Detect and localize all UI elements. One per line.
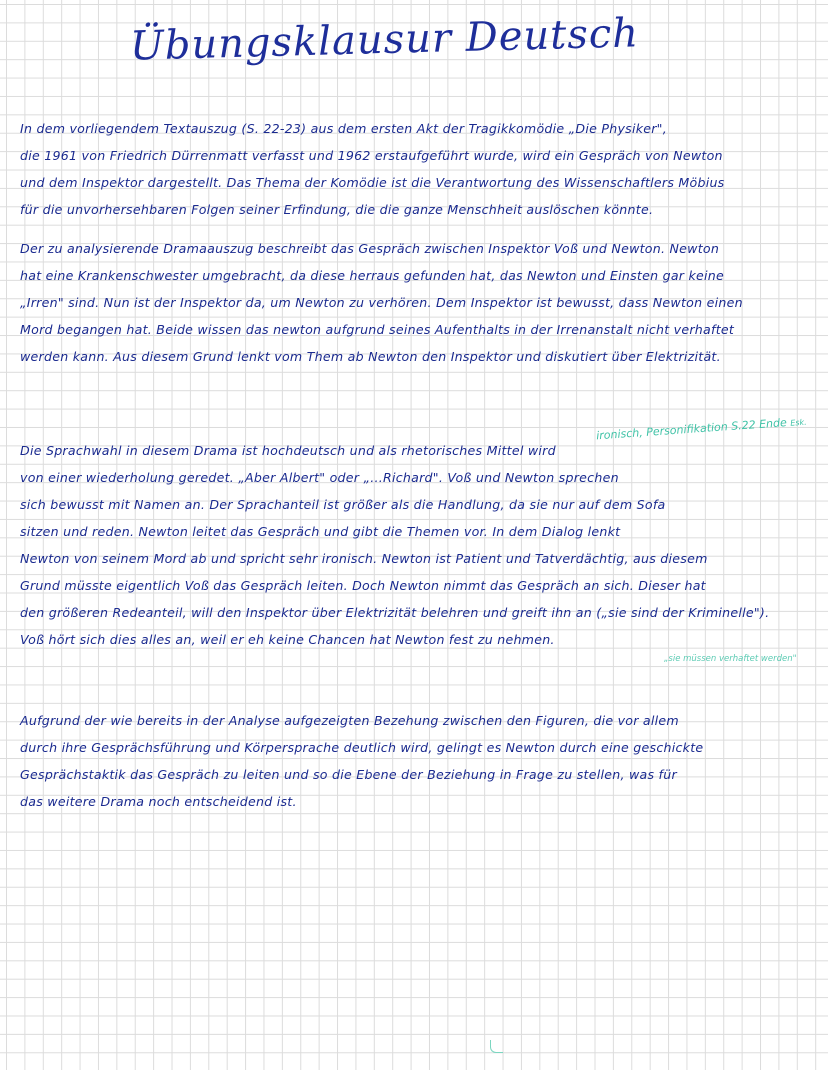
text-line: werden kann. Aus diesem Grund lenkt vom Them ab Newton den Inspektor und diskutiert über Elektrizität. xyxy=(20,349,721,364)
text-line: die 1961 von Friedrich Dürrenmatt verfasst und 1962 erstaufgeführt wurde, wird ein Gespräch von Newton xyxy=(20,148,723,163)
annotation-subtext: Esk. xyxy=(789,417,807,428)
paragraph-summary xyxy=(20,235,810,370)
text-line: Mord begangen hat. Beide wissen das newton aufgrund seines Aufenthalts in der Irrenanstalt nicht verhaftet xyxy=(20,322,735,337)
margin-annotation-verhaftet: „sie müssen verhaftet werden" xyxy=(664,654,797,664)
text-line: sitzen und reden. Newton leitet das Gespräch und gibt die Themen vor. In dem Dialog lenkt xyxy=(20,524,621,539)
text-line: Die Sprachwahl in diesem Drama ist hochdeutsch und als rhetorisches Mittel wird xyxy=(20,443,556,458)
text-line: Newton von seinem Mord ab und spricht sehr ironisch. Newton ist Patient und Tatverdächtig, aus diesem xyxy=(20,551,708,566)
text-line: „Irren" sind. Nun ist der Inspektor da, um Newton zu verhören. Dem Inspektor ist bewusst, dass Newton einen xyxy=(20,295,743,310)
pen-stroke-mark xyxy=(490,1040,503,1053)
page-title: Übungsklausur Deutsch xyxy=(129,10,640,70)
paragraph-introduction xyxy=(20,115,810,223)
text-line: den größeren Redeanteil, will den Inspektor über Elektrizität belehren und greift ihn an („sie sind der Kriminelle"). xyxy=(20,605,770,620)
text-line: das weitere Drama noch entscheidend ist. xyxy=(20,794,297,809)
annotation-text: ironisch, Personifikation S.22 Ende xyxy=(595,416,788,443)
text-line: für die unvorhersehbaren Folgen seiner Erfindung, die die ganze Menschheit auslöschen könnte. xyxy=(20,202,654,217)
text-line: von einer wiederholung geredet. „Aber Albert" oder „...Richard". Voß und Newton sprechen xyxy=(20,470,619,485)
text-line: hat eine Krankenschwester umgebracht, da diese herraus gefunden hat, das Newton und Einsten gar keine xyxy=(20,268,724,283)
paragraph-analysis xyxy=(20,437,810,653)
text-line: Voß hört sich dies alles an, weil er eh keine Chancen hat Newton fest zu nehmen. xyxy=(20,632,555,647)
text-line: durch ihre Gesprächsführung und Körpersprache deutlich wird, gelingt es Newton durch eine geschickte xyxy=(20,740,704,755)
text-line: Gesprächstaktik das Gespräch zu leiten und so die Ebene der Beziehung in Frage zu stellen, was für xyxy=(20,767,677,782)
text-line: und dem Inspektor dargestellt. Das Thema der Komödie ist die Verantwortung des Wissenschaftlers Möbius xyxy=(20,175,725,190)
text-line: Grund müsste eigentlich Voß das Gespräch leiten. Doch Newton nimmt das Gespräch an sich. Dieser hat xyxy=(20,578,706,593)
text-line: sich bewusst mit Namen an. Der Sprachanteil ist größer als die Handlung, da sie nur auf dem Sofa xyxy=(20,497,666,512)
text-line: Aufgrund der wie bereits in der Analyse aufgezeigten Bezehung zwischen den Figuren, die vor allem xyxy=(20,713,679,728)
text-line: In dem vorliegendem Textauszug (S. 22-23) aus dem ersten Akt der Tragikkomödie „Die Physiker", xyxy=(20,121,667,136)
paragraph-conclusion xyxy=(20,707,810,815)
text-line: Der zu analysierende Dramaauszug beschreibt das Gespräch zwischen Inspektor Voß und Newton. Newton xyxy=(20,241,720,256)
